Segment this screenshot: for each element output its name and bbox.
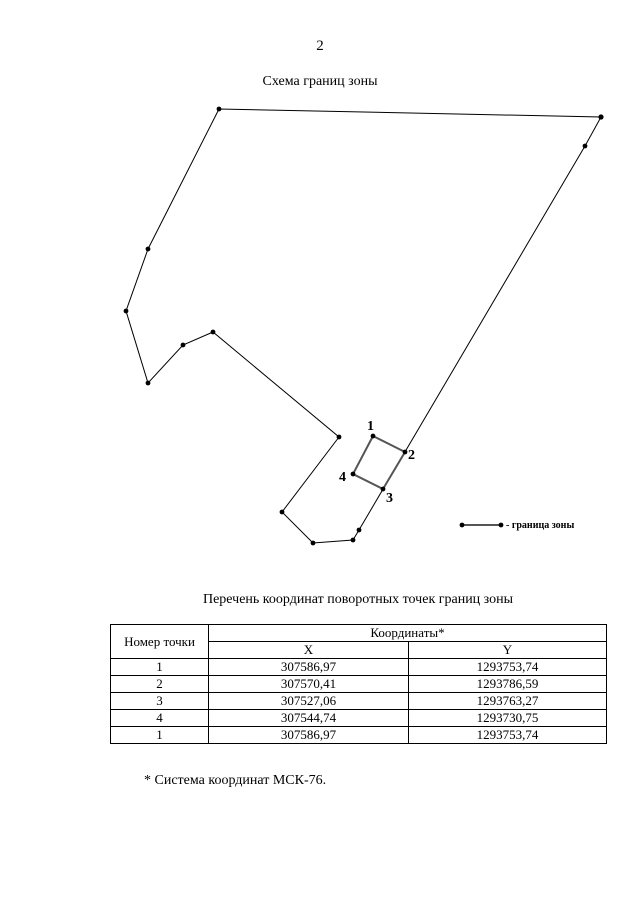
point-label-1: 1 [367,419,374,434]
page-number: 2 [316,38,324,54]
footnote-coordinate-system: * Система координат МСК-76. [144,773,327,788]
legend [460,520,575,531]
point-number-cell: 3 [111,693,209,710]
legend-vertex-right [499,523,504,528]
point-number-cell: 2 [111,676,209,693]
point-number-cell: 1 [111,727,209,744]
y-cell: 1293763,27 [409,693,607,710]
table-row [111,727,607,744]
header-y: Y [409,642,607,659]
y-cell: 1293786,59 [409,676,607,693]
point-number-cell: 4 [111,710,209,727]
coordinates-list-title: Перечень координат поворотных точек границ зоны [202,592,514,607]
legend-label: - граница зоны [506,520,575,531]
x-cell: 307544,74 [209,710,409,727]
table-row [111,659,607,676]
point-label-2: 2 [408,448,415,463]
x-cell: 307586,97 [209,659,409,676]
point-label-3: 3 [386,491,393,506]
coordinates-table [110,624,607,744]
y-cell: 1293730,75 [409,710,607,727]
scheme-title: Схема границ зоны [262,74,378,89]
point-label-4: 4 [339,470,346,485]
x-cell: 307570,41 [209,676,409,693]
x-cell: 307586,97 [209,727,409,744]
point-number-cell: 1 [111,659,209,676]
y-cell: 1293753,74 [409,727,607,744]
zone-boundary [353,436,405,489]
header-x: X [209,642,409,659]
x-cell: 307527,06 [209,693,409,710]
table-row [111,693,607,710]
table-row [111,710,607,727]
y-cell: 1293753,74 [409,659,607,676]
table-row [111,676,607,693]
legend-vertex-left [460,523,465,528]
header-coordinates: Координаты* [209,625,607,642]
header-point-number: Номер точки [111,625,209,659]
outer-boundary-line [126,109,601,543]
